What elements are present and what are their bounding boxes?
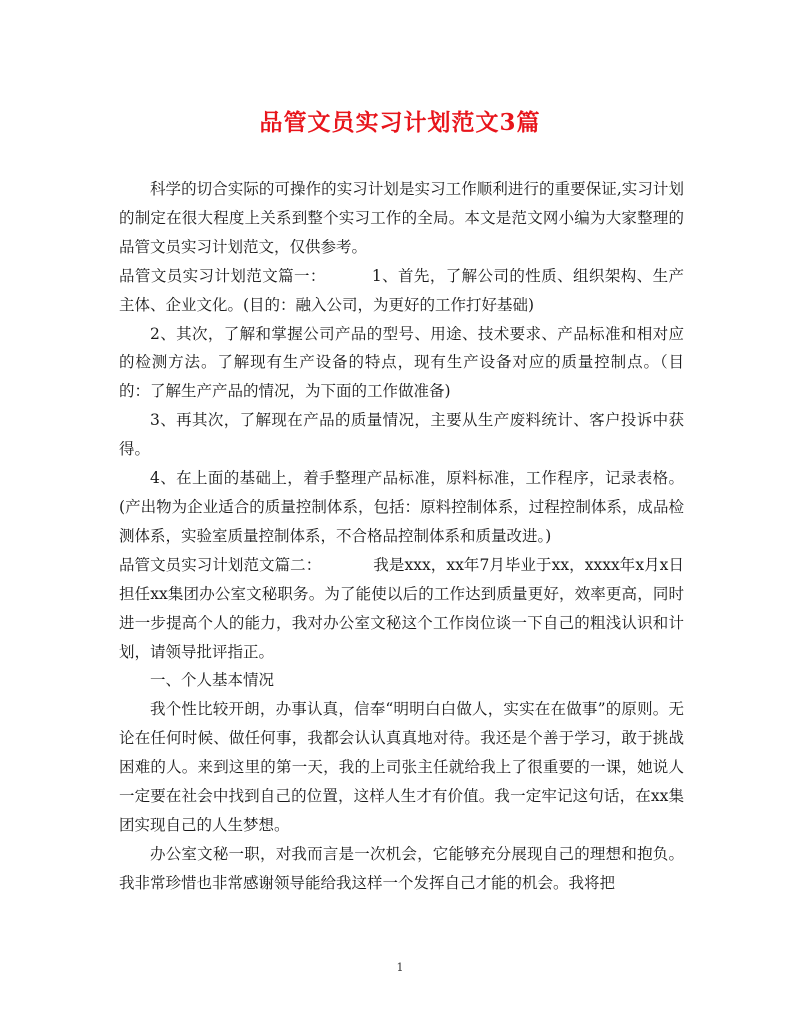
section-one-paragraph [119,262,684,320]
paragraph-step-3: 3、再其次，了解现在产品的质量情况，主要从生产废料统计、客户投诉中获得。 [119,411,684,459]
section-one-heading: 品管文员实习计划范文篇一： [119,266,326,285]
section-two-paragraph [119,551,684,667]
paragraph-personality: 我个性比较开朗，办事认真，信奉“明明白白做人，实实在在做事”的原则。无论在任何时候、做任何事，我都会认认真真地对待。我还是个善于学习，敢于挑战困难的人。来到这里的第一天，我的上司张主任就给我上了很重要的一课，她说人一定要在社会中找到自己的位置，这样人生才有价值。我一定牢记这句话，在xx集团实现自己的人生梦想。 [119,700,684,834]
document-body [119,175,684,898]
document-title: 品管文员实习计划范文3篇 [259,109,541,136]
section-two-text: 我是xxx，xx年7月毕业于xx，xxxx年x月x日担任xx集团办公室文秘职务。为了能使以后的工作达到质量更好，效率更高，同时进一步提高个人的能力，我对办公室文秘这个工作岗位谈一下自己的粗浅认识和计划，请领导批评指正。 [119,555,684,661]
paragraph-step-4: 4、在上面的基础上，着手整理产品标准，原料标准，工作程序，记录表格。(产出物为企业适合的质量控制体系，包括：原料控制体系，过程控制体系，成品检测体系，实验室质量控制体系，不合格品控制体系和质量改进。) [119,469,684,545]
section-two-heading: 品管文员实习计划范文篇二： [119,555,322,574]
paragraph-step-2: 2、其次，了解和掌握公司产品的型号、用途、技术要求、产品标准和相对应的检测方法。了解现有生产设备的特点，现有生产设备对应的质量控制点。（目的：了解生产产品的情况，为下面的工作做准备) [119,324,684,401]
section-one-text: 1、首先，了解公司的性质、组织架构、生产主体、企业文化。(目的：融入公司，为更好的工作打好基础) [119,266,684,314]
intro-paragraph: 科学的切合实际的可操作的实习计划是实习工作顺利进行的重要保证,实习计划的制定在很大程度上关系到整个实习工作的全局。本文是范文网小编为大家整理的品管文员实习计划范文，仅供参考。 [119,180,684,256]
paragraph-opportunity: 办公室文秘一职，对我而言是一次机会，它能够充分展现自己的理想和抱负。我非常珍惜也非常感谢领导能给我这样一个发挥自己才能的机会。我将把 [119,844,684,892]
page-number: 1 [396,961,404,974]
subheading-personal-info: 一、个人基本情况 [150,671,275,690]
